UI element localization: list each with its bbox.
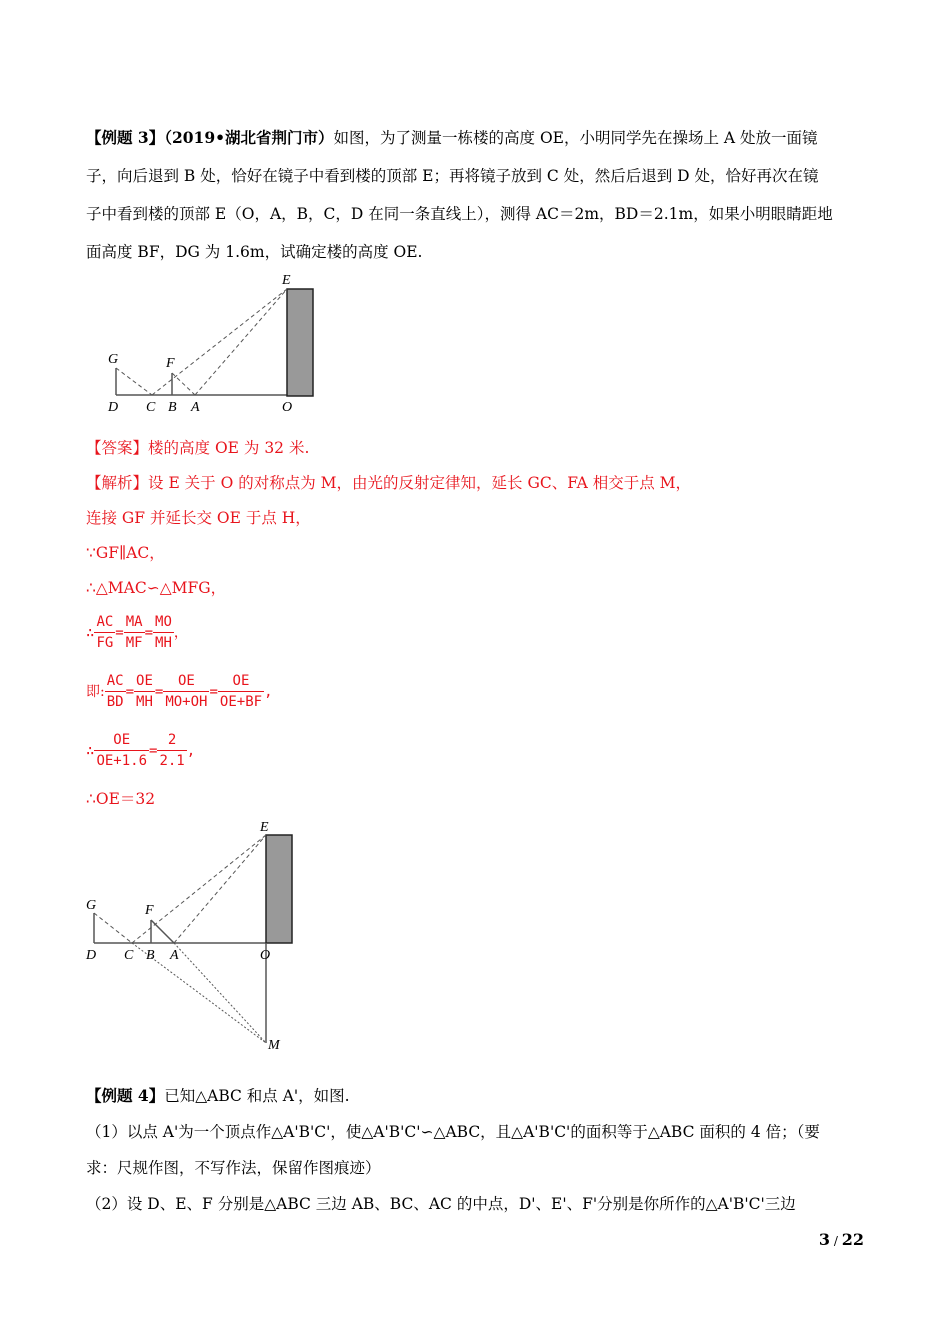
label-d: D [108, 400, 119, 415]
label-a: A [170, 948, 179, 963]
fraction [94, 730, 149, 771]
equals-sign: = [149, 742, 158, 759]
fraction [124, 612, 145, 653]
building-rect [266, 835, 292, 943]
fraction-num: OE [94, 730, 149, 751]
example4-part2-line1: （2）设 D、E、F 分别是△ABC 三边 AB、BC、AC 的中点，D'、E'、F'分别是你所作的△A'B'C'三边 [86, 1195, 796, 1213]
example3-line3: 子中看到楼的顶部 E（O，A，B，C，D 在同一条直线上），测得 AC＝2m，BD＝2.1m，如果小明眼睛距地 [86, 205, 833, 223]
answer-tag: 【答案】 [86, 439, 149, 457]
example4-intro: 已知△ABC 和点 A'，如图. [164, 1087, 350, 1105]
page-separator: / [830, 1234, 842, 1248]
ray-ae [195, 289, 287, 395]
analysis-tag: 【解析】 [86, 474, 149, 492]
equals-sign: = [154, 683, 164, 700]
page-current: 3 [818, 1230, 831, 1249]
equals-sign: = [125, 683, 135, 700]
example4-part1-line1: （1）以点 A'为一个顶点作△A'B'C'，使△A'B'C'∽△ABC，且△A'B'C'的面积等于△ABC 面积的 4 倍；（要 [86, 1123, 820, 1141]
label-o: O [260, 948, 271, 963]
ji-label: 即: [86, 683, 105, 700]
equals-sign: = [144, 624, 154, 641]
fraction-num: OE [134, 671, 155, 692]
example3-line1: 如图，为了测量一栋楼的高度 OE，小明同学先在操场上 A 处放一面镜 [333, 129, 818, 147]
label-e: E [282, 273, 291, 288]
segment-fa [151, 920, 174, 943]
fraction-den: OE+BF [219, 694, 263, 710]
comma: , [264, 683, 273, 700]
analysis-line3: ∵GF∥AC， [86, 544, 165, 562]
fraction-den: FG [96, 635, 114, 651]
fraction [218, 671, 264, 712]
fraction [157, 730, 186, 771]
fraction-den: MF [125, 635, 143, 651]
label-b: B [168, 400, 177, 415]
equation-3 [86, 730, 195, 771]
label-g: G [86, 898, 97, 913]
ray-ce [132, 835, 266, 943]
label-c: C [146, 400, 156, 415]
fraction-num: AC [105, 671, 126, 692]
label-b: B [146, 948, 155, 963]
example4-part1-line2: 求：尺规作图，不写作法，保留作图痕迹） [86, 1159, 381, 1177]
fraction-num: OE [163, 671, 209, 692]
ray-am [174, 943, 266, 1043]
ray-gc [116, 368, 152, 395]
analysis-line4: ∴△MAC∽△MFG， [86, 579, 227, 597]
equals-sign: = [209, 683, 218, 700]
fraction-num: AC [94, 612, 115, 633]
fraction [153, 612, 174, 653]
equation-2 [86, 671, 273, 712]
example3-line4: 面高度 BF，DG 为 1.6m，试确定楼的高度 OE. [86, 243, 423, 261]
fraction-den: MH [155, 635, 172, 651]
fraction [134, 671, 155, 712]
therefore-symbol: ∴ [86, 624, 95, 641]
building-rect [287, 289, 313, 396]
answer-line [86, 438, 309, 458]
analysis-result: ∴OE＝32 [86, 790, 156, 808]
label-d: D [86, 948, 97, 963]
example3-source: （2019•湖北省荆门市） [164, 128, 334, 147]
analysis-line1: 设 E 关于 O 的对称点为 M，由光的反射定律知，延长 GC、FA 相交于点 M， [148, 474, 692, 492]
therefore-symbol: ∴ [86, 742, 95, 759]
fraction-den: BD [106, 694, 124, 710]
comma: , [186, 742, 196, 759]
label-f: F [166, 356, 175, 371]
comma: ， [173, 624, 188, 641]
fraction-num: OE [218, 671, 264, 692]
page-total: 22 [841, 1230, 864, 1249]
example3-heading-line [86, 128, 818, 148]
example3-label: 例题 3 [101, 128, 149, 147]
analysis-line2: 连接 GF 并延长交 OE 于点 H， [86, 509, 311, 527]
ray-gc [94, 913, 132, 943]
label-e: E [260, 820, 269, 835]
label-g: G [108, 352, 119, 367]
fraction-den: OE+1.6 [96, 753, 148, 769]
answer-text: 楼的高度 OE 为 32 米. [148, 439, 310, 457]
label-o: O [282, 400, 293, 415]
fraction-num: 2 [157, 730, 186, 751]
fraction [163, 671, 209, 712]
figure2-diagram [82, 815, 312, 1060]
example4-heading-line [86, 1086, 350, 1106]
label-f: F [145, 903, 154, 918]
equation-1 [86, 612, 188, 653]
label-a: A [191, 400, 200, 415]
example4-bracket-close: 】 [148, 1086, 165, 1105]
fraction [94, 612, 115, 653]
example4-label: 例题 4 [101, 1086, 149, 1105]
example3-line2: 子，向后退到 B 处，恰好在镜子中看到楼的顶部 E；再将镜子放到 C 处，然后后退到 D 处，恰好再次在镜 [86, 167, 819, 185]
label-c: C [124, 948, 134, 963]
fraction-num: MO [153, 612, 174, 633]
fraction-den: 2.1 [159, 753, 185, 769]
label-m: M [268, 1038, 280, 1053]
page-number [819, 1230, 864, 1249]
fraction [105, 671, 126, 712]
ray-ae [174, 835, 266, 943]
example4-bracket-open: 【 [86, 1086, 102, 1105]
example3-bracket-open: 【 [86, 128, 102, 147]
fraction-den: MH [136, 694, 153, 710]
example3-bracket-close: 】 [148, 128, 165, 147]
figure1-diagram [100, 270, 330, 420]
analysis-line1-wrap [86, 473, 691, 493]
fraction-num: MA [124, 612, 145, 633]
fraction-den: MO+OH [165, 694, 208, 710]
equals-sign: = [115, 624, 124, 641]
